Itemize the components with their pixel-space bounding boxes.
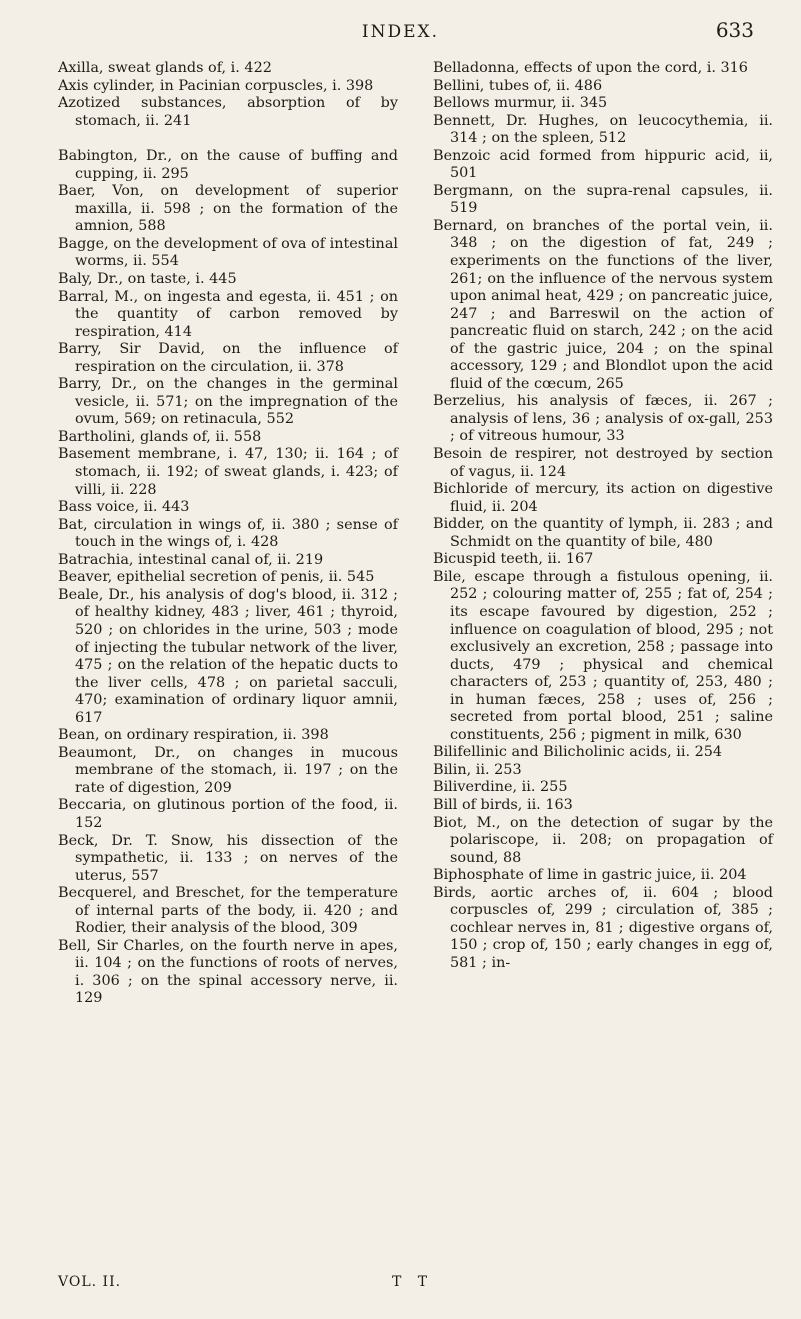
index-entry: Bidder, on the quantity of lymph, ii. 283 ; and Schmidt on the quantity of bile, 480 [433, 516, 773, 550]
running-title: INDEX. [361, 22, 440, 42]
index-entry: Beck, Dr. T. Snow, his dissection of the sympathetic, ii. 133 ; on nerves of the uterus, 557 [58, 832, 398, 884]
index-entry: Bellini, tubes of, ii. 486 [433, 77, 603, 94]
index-entry: Axilla, sweat glands of, i. 422 [58, 60, 272, 76]
index-entry: Berzelius, his analysis of fæces, ii. 267 ; analysis of lens, 36 ; analysis of ox-gall, 253 ; of vitreous humour, 33 [433, 393, 773, 445]
index-entry: Bellows murmur, ii. 345 [433, 95, 608, 112]
page-number: 633 [715, 18, 754, 42]
index-entry: Beale, Dr., his analysis of dog's blood, ii. 312 ; of healthy kidney, 483 ; liver, 461 ; thyroid, 520 ; on chlorides in the urine, 503 ; mode of injecting the tubular network of the liver, 475 ; on the relation of the hepatic ducts to the liver cells, 478 ; on parietal sacculi, 470; examination of ordinary liquor amnii, 617 [58, 586, 398, 726]
index-entry: Beaver, epithelial secretion of penis, ii. 545 [58, 569, 375, 586]
index-column-left [58, 60, 398, 1008]
index-entry: Basement membrane, i. 47, 130; ii. 164 ; of stomach, ii. 192; of sweat glands, i. 423; of villi, ii. 228 [58, 446, 398, 498]
index-entry: Bell, Sir Charles, on the fourth nerve in apes, ii. 104 ; on the functions of roots of nerves, i. 306 ; on the spinal accessory nerve, ii. 129 [58, 937, 398, 1007]
index-entry: Barry, Sir David, on the influence of respiration on the circulation, ii. 378 [58, 341, 398, 375]
index-column-right [433, 60, 773, 972]
index-entry: Bill of birds, ii. 163 [433, 796, 573, 813]
index-entry: Biphosphate of lime in gastric juice, ii. 204 [433, 867, 747, 884]
index-entry: Bagge, on the development of ova of intestinal worms, ii. 554 [58, 235, 398, 270]
volume-label: VOL. II. [58, 1274, 122, 1290]
index-entry: Babington, Dr., on the cause of buffing and cupping, ii. 295 [58, 148, 398, 182]
index-entry: Besoin de respirer, not destroyed by section of vagus, ii. 124 [433, 446, 773, 480]
index-entry: Baly, Dr., on taste, i. 445 [58, 271, 237, 288]
index-entry: Batrachia, intestinal canal of, ii. 219 [58, 551, 324, 568]
index-entry: Bichloride of mercury, its action on digestive fluid, ii. 204 [433, 481, 773, 515]
index-entry: Bilifellinic and Bilicholinic acids, ii. 254 [433, 744, 723, 761]
index-entry: Bass voice, ii. 443 [58, 499, 190, 516]
signature-mark: T T [392, 1274, 434, 1290]
index-entry: Axis cylinder, in Pacinian corpuscles, i. 398 [58, 77, 374, 94]
index-entry: Beaumont, Dr., on changes in mucous membrane of the stomach, ii. 197 ; on the rate of digestion, 209 [58, 744, 398, 796]
index-entry: Biot, M., on the detection of sugar by the polariscope, ii. 208; on propagation of sound, 88 [433, 814, 773, 866]
index-entry: Bergmann, on the supra-renal capsules, ii. 519 [433, 182, 773, 217]
index-entry: Bernard, on branches of the portal vein, ii. 348 ; on the digestion of fat, 249 ; experiments on the functions of the liver, 261; on the influence of the nervous system upon animal heat, 429 ; on pancreatic juice, 247 ; and Barreswil on the action of pancreatic fluid on starch, 242 ; on the acid of the gastric juice, 204 ; on the spinal accessory, 129 ; and Blondlot upon the acid fluid of the cœcum, 265 [433, 217, 773, 392]
page-header [0, 18, 801, 48]
index-entry: Belladonna, effects of upon the cord, i. 316 [433, 60, 748, 76]
index-entry: Bat, circulation in wings of, ii. 380 ; sense of touch in the wings of, i. 428 [58, 516, 398, 551]
index-entry: Birds, aortic arches of, ii. 604 ; blood corpuscles of, 299 ; circulation of, 385 ; cochlear nerves in, 81 ; digestive organs of, 150 ; crop of, 150 ; early changes in egg of, 581 ; in- [433, 884, 773, 971]
index-entry: Bennett, Dr. Hughes, on leucocythemia, ii. 314 ; on the spleen, 512 [433, 112, 773, 147]
index-entry: Barry, Dr., on the changes in the germinal vesicle, ii. 571; on the impregnation of the ovum, 569; on retinacula, 552 [58, 376, 398, 428]
index-entry: Bicuspid teeth, ii. 167 [433, 551, 594, 568]
index-entry: Bilin, ii. 253 [433, 761, 522, 778]
index-entry: Becquerel, and Breschet, for the temperature of internal parts of the body, ii. 420 ; and Rodier, their analysis of the blood, 309 [58, 885, 398, 937]
index-entry: Azotized substances, absorption of by stomach, ii. 241 [58, 95, 398, 129]
index-entry: Bile, escape through a fistulous opening, ii. 252 ; colouring matter of, 255 ; fat of, 254 ; its escape favoured by digestion, 252 ; influence on coagulation of blood, 295 ; not exclusively an excretion, 258 ; passage into ducts, 479 ; physical and chemical characters of, 253 ; quantity of, 253, 480 ; in human fæces, 258 ; uses of, 256 ; secreted from portal blood, 251 ; saline constituents, 256 ; pigment in milk, 630 [433, 568, 773, 743]
index-entry: Barral, M., on ingesta and egesta, ii. 451 ; on the quantity of carbon removed by respiration, 414 [58, 288, 398, 340]
index-entry: Bean, on ordinary respiration, ii. 398 [58, 727, 329, 744]
index-entry: Baer, Von, on development of superior maxilla, ii. 598 ; on the formation of the amnion, 588 [58, 183, 398, 235]
index-entry: Benzoic acid formed from hippuric acid, ii, 501 [433, 147, 773, 182]
index-entry: Bartholini, glands of, ii. 558 [58, 428, 262, 445]
index-entry: Biliverdine, ii. 255 [433, 779, 568, 796]
page-footer [58, 1274, 758, 1294]
index-entry: Beccaria, on glutinous portion of the food, ii. 152 [58, 797, 398, 831]
